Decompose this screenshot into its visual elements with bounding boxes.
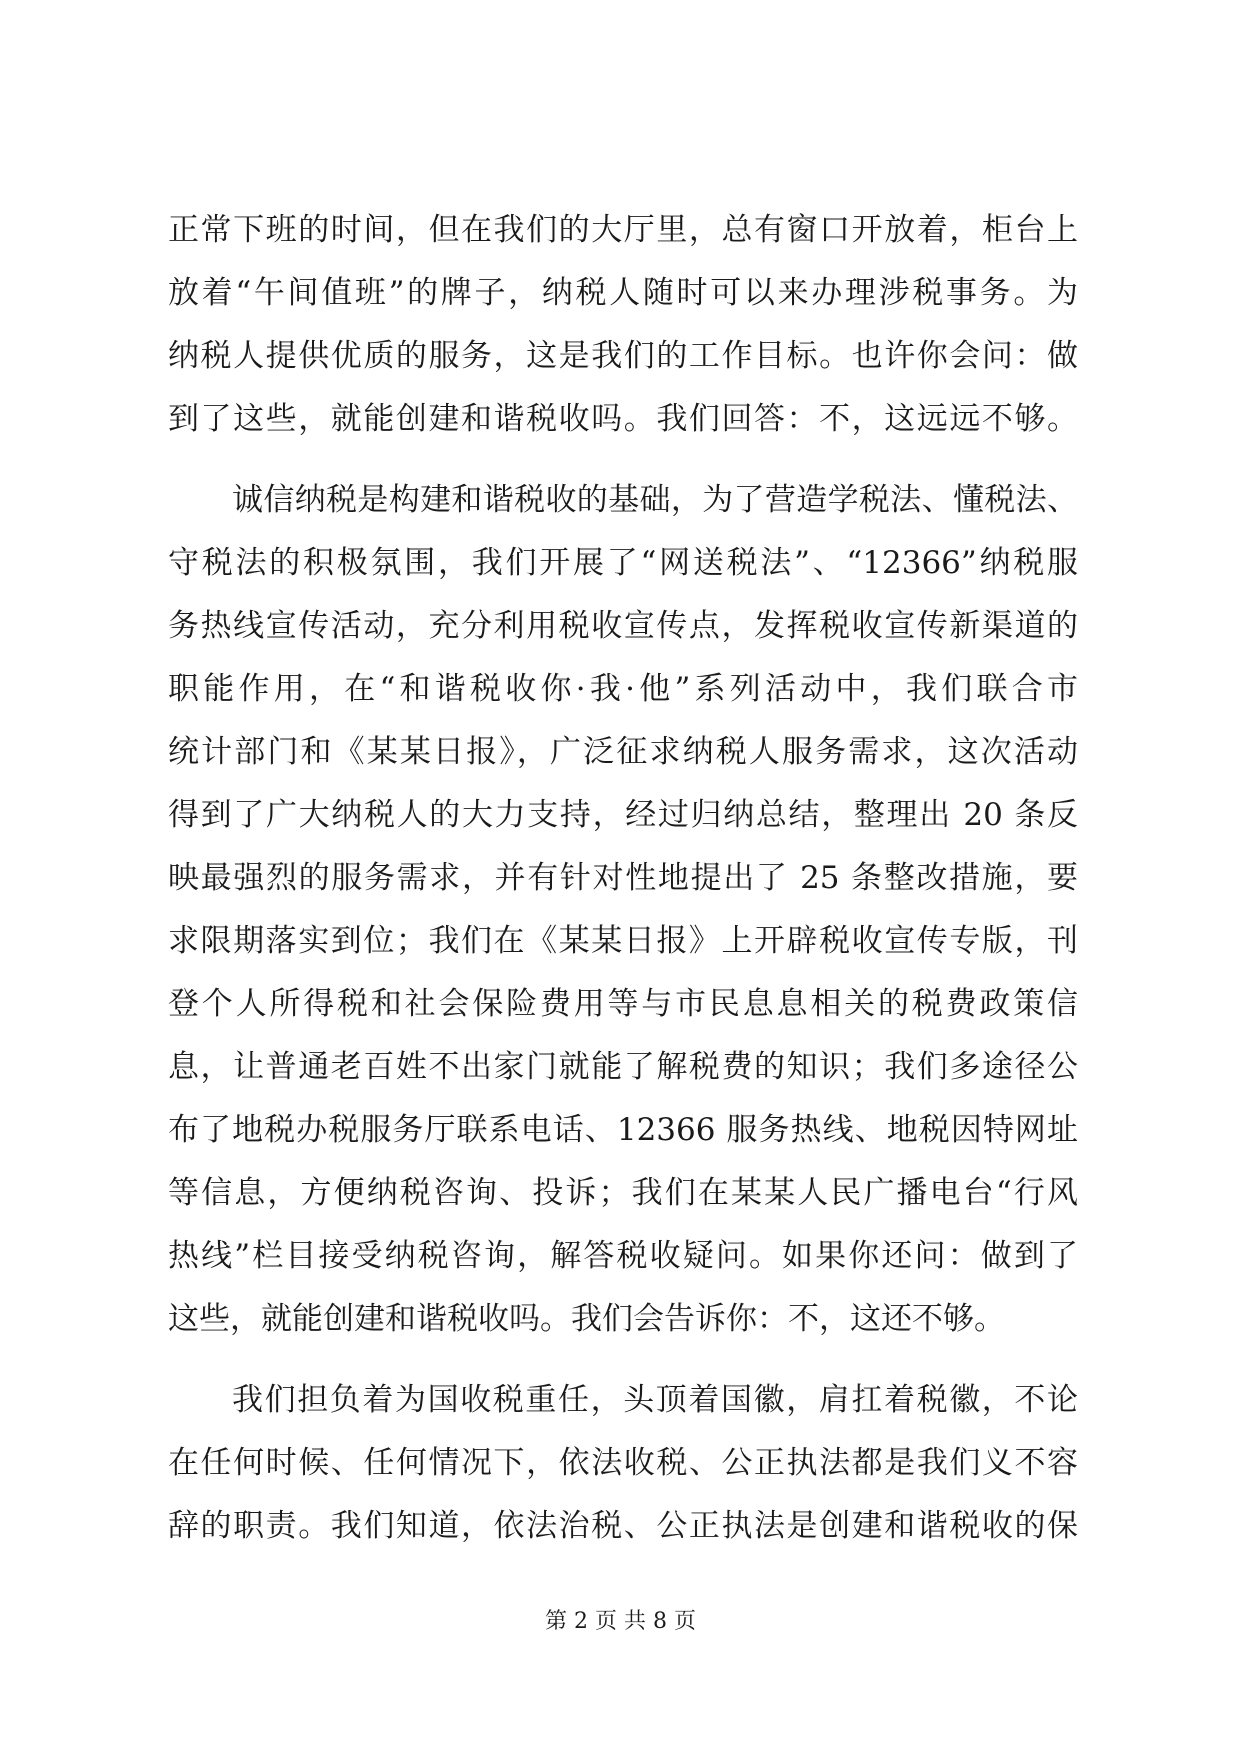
page-footer: 第 2 页 共 8 页 — [545, 1609, 696, 1634]
text-line: 布了地税办税服务厅联系电话、12366 服务热线、地税因特网址 — [168, 1112, 1078, 1148]
text-line: 得到了广大纳税人的大力支持，经过归纳总结，整理出 20 条反 — [168, 797, 1078, 833]
text-line: 务热线宣传活动，充分利用税收宣传点，发挥税收宣传新渠道的 — [168, 608, 1078, 644]
text-line: 放着“午间值班”的牌子，纳税人随时可以来办理涉税事务。为 — [168, 275, 1078, 311]
text-line: 息，让普通老百姓不出家门就能了解税费的知识；我们多途径公 — [168, 1049, 1078, 1085]
text-line: 正常下班的时间，但在我们的大厅里，总有窗口开放着，柜台上 — [168, 212, 1078, 248]
text-line: 求限期落实到位；我们在《某某日报》上开辟税收宣传专版，刊 — [168, 923, 1078, 959]
paragraph-first-line: 我们担负着为国收税重任，头顶着国徽，肩扛着税徽，不论 — [232, 1382, 1078, 1418]
text-line: 纳税人提供优质的服务，这是我们的工作目标。也许你会问：做 — [168, 338, 1078, 374]
paragraph-first-line: 诚信纳税是构建和谐税收的基础，为了营造学税法、懂税法、 — [232, 482, 1078, 518]
text-line: 职能作用，在“和谐税收你·我·他”系列活动中，我们联合市 — [168, 671, 1078, 707]
text-line: 到了这些，就能创建和谐税收吗。我们回答：不，这远远不够。 — [168, 401, 1078, 437]
text-line: 守税法的积极氛围，我们开展了“网送税法”、“12366”纳税服 — [168, 545, 1078, 581]
text-line: 等信息，方便纳税咨询、投诉；我们在某某人民广播电台“行风 — [168, 1175, 1078, 1211]
text-line: 映最强烈的服务需求，并有针对性地提出了 25 条整改措施，要 — [168, 860, 1078, 896]
text-line: 热线”栏目接受纳税咨询，解答税收疑问。如果你还问：做到了 — [168, 1238, 1078, 1274]
text-line: 这些，就能创建和谐税收吗。我们会告诉你：不，这还不够。 — [168, 1301, 1005, 1337]
text-line: 登个人所得税和社会保险费用等与市民息息相关的税费政策信 — [168, 986, 1078, 1022]
text-line: 统计部门和《某某日报》，广泛征求纳税人服务需求，这次活动 — [168, 734, 1078, 770]
text-line: 辞的职责。我们知道，依法治税、公正执法是创建和谐税收的保 — [168, 1508, 1078, 1544]
text-line: 在任何时候、任何情况下，依法收税、公正执法都是我们义不容 — [168, 1445, 1078, 1481]
